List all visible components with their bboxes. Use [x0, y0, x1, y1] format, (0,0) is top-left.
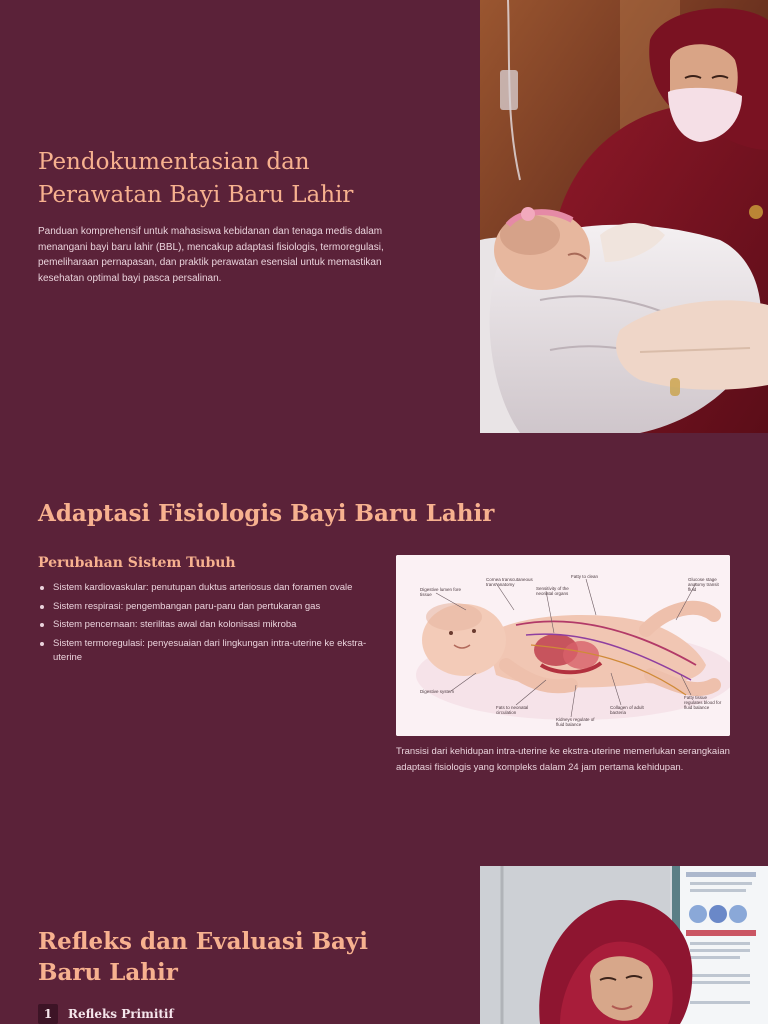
diagram-caption: Transisi dari kehidupan intra-uterine ke ekstra-uterine memerlukan serangkaian adaptasi fisiologis yang kompleks dalam 24 jam pertama kehidupan.: [396, 746, 730, 773]
diagram-label: Cornea transcutaneous trans anatomy: [486, 577, 533, 587]
diagram-label: Fatty tissue regulates blood for fluid balance: [684, 695, 722, 710]
list-item: Sistem termoregulasi: penyesuaian dari lingkungan intra-uterine ke ekstra-uterine: [38, 637, 370, 665]
step-number-badge: 1: [38, 1004, 58, 1024]
reflex-photo-illustration: [480, 866, 768, 1024]
diagram-label: Fats to neonatal circulation: [496, 705, 529, 715]
step-label: Refleks Primitif: [68, 1007, 174, 1021]
hero-section: [0, 0, 768, 433]
adaptation-section-title: Adaptasi Fisiologis Bayi Baru Lahir: [38, 500, 495, 527]
reflex-section-title: Refleks dan Evaluasi Bayi Baru Lahir: [38, 928, 369, 986]
list-item: Sistem kardiovaskular: penutupan duktus arteriosus dan foramen ovale: [38, 581, 370, 595]
diagram-label: Glucose stage anatomy transit fluid: [688, 577, 719, 592]
bullet-icon: [40, 642, 44, 646]
body-system-list: [38, 581, 370, 669]
bullet-icon: [40, 586, 44, 590]
hero-description: Panduan komprehensif untuk mahasiswa kebidanan dan tenaga medis dalam menangani bayi baru lahir (BBL), mencakup adaptasi fisiologis, termoregulasi, pemeliharaan pernapasan, dan praktik perawatan esensial untuk memastikan kesehatan optimal bayi pasca persalinan.: [38, 226, 384, 284]
newborn-anatomy-illustration: [396, 555, 730, 736]
list-item: Sistem respirasi: pengembangan paru-paru dan pertukaran gas: [38, 600, 370, 614]
newborn-anatomy-diagram: [396, 555, 730, 736]
diagram-label: Digestive system: [420, 689, 455, 694]
hero-photo-illustration: [480, 0, 768, 433]
bullet-icon: [40, 605, 44, 609]
diagram-label: Collagen of adult bacteria: [610, 705, 644, 715]
step-item-primitive-reflex: [38, 1004, 174, 1024]
diagram-label: Kidneys regulate of fluid balance: [556, 717, 595, 727]
midwife-holding-newborn-photo: [480, 0, 768, 433]
midwife-in-hijab-photo: [480, 866, 768, 1024]
diagram-label: Fatty to clean: [571, 574, 599, 579]
hero-title: Pendokumentasian dan Perawatan Bayi Baru Lahir: [38, 149, 354, 208]
diagram-label: Digestive lumen fore tissue: [420, 587, 462, 597]
bullet-icon: [40, 623, 44, 627]
list-item: Sistem pencernaan: sterilitas awal dan kolonisasi mikroba: [38, 618, 370, 632]
diagram-label: Sensitivity of the neonatal organs: [536, 586, 569, 596]
body-system-changes-heading: Perubahan Sistem Tubuh: [38, 555, 236, 571]
